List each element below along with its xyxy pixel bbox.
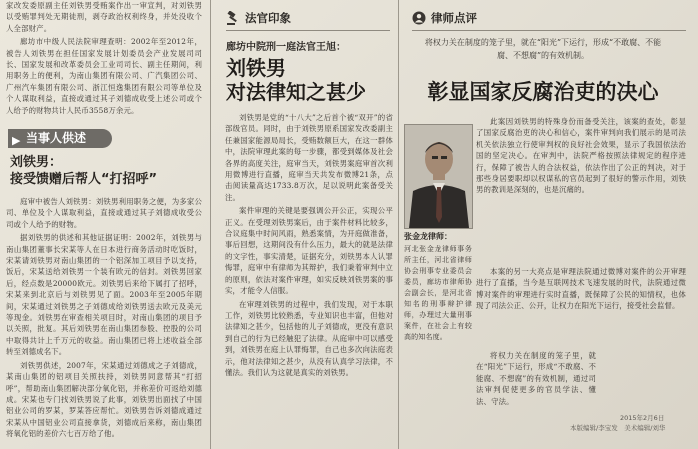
middle-paragraph-3: 在审理刘铁男的过程中，我们发现，对于本职工作，刘铁男比较熟悉，专业知识也丰富，但他对法律知之甚少，包括他的儿子刘德成，更没有意识到自己的行为已经触犯了法律。从庭审中可以感受到，刘铁男在庭上认罪悔罪，自己也多次向法庭表示，他对法律知之甚少，从没有认真学习法律，不懂法。我们认为这就是真实的刘铁男。 bbox=[225, 299, 393, 377]
section-label-judge: 法官印象 bbox=[245, 11, 291, 25]
middle-paragraph-2: 案件审理的关键是要强调公开公正，实现公平正义。在受理刘铁男案后，由于案件材料比较多，合议庭集中时间风雨，熟悉案情，为开庭做准备，事后回想，这期间没有什么压力，最大的就是法律的文字性，事实清楚，证据充分，刘铁男本人认罪悔罪，庭审中有律师为其辩护，我们秉着审判中立的原则，依法对案件审理，如实反映刘铁男案的事实，才能令人信服。 bbox=[225, 206, 393, 296]
right-paragraph-top-1: 此案因刘铁男的特殊身份而备受关注，该案的查处，彰显了国家反腐治吏的决心和信心，案件审判向我们展示的是司法机关依法独立行使审判权的良好社会效果，显示了我国依法治国的坚定决心。在审判中，法院严格按照法律规定的程序进行，保障了被告人的合法权益，依法作出了公正的判决，对于那些身居要职却以权谋私的官员起到了很好的警示作用，刘铁男的教训是深刻的，也是沉痛的。 bbox=[476, 117, 686, 195]
middle-kicker: 廊坊中院刑一庭法官王旭： bbox=[226, 42, 346, 53]
column-divider-right bbox=[398, 0, 399, 449]
right-paragraph-bottom-1: 将权力关在制度的笼子里，就在“阳光”下运行，形成“不敢腐、不能腐、不想腐”的有效机制，通过司法审判促使更多的官员学法、懂法、守法。 bbox=[476, 351, 596, 406]
section-header-judge bbox=[226, 10, 291, 26]
lawyer-quote: 将权力关在制度的笼子里，就在“阳光”下运行，形成“不敢腐、不能腐、不想腐”的有效机制。 bbox=[424, 38, 662, 60]
middle-paragraph-1: 刘铁男是党的“十八大”之后首个被“双开”的省部级官员。同时，由于刘铁男原系国家发改委副主任兼国家能源局局长，受贿数额巨大，在这一群体中，法院审理此案的每一步骤，都受到媒体及社会各界的高度关注，庭审当天，刘铁男案庭审首次利用微博进行直播，庭审当天共发布微博21条，点击阅读量高达1733.8万次，足以说明此案备受关注。 bbox=[225, 113, 393, 202]
right-body-mid bbox=[476, 266, 686, 348]
triangle-icon: ▶ bbox=[12, 134, 21, 147]
left-story-paragraph-2: 据刘铁男的供述和其他证据证明：2002年，刘铁男与南山集团董事长宋某等人在日本进行商务活动时吃饭时，宋某请刘铁男对南山集团的一个铝深加工项目予以支持，饭后，宋某送给刘铁男一个装有欧元的信封。刘铁男回家后，经点数是20000欧元。刘铁男后来给下属打了招呼，宋某来到北京后与刘铁男见了面。2003年至2005年期间，宋某通过刘铁男之子刘德成给刘铁男送去欧元及美元等现金。刘铁男在审查相关项目时，对南山集团的项目予以关照，批复。其后刘铁男在南山集团参股、控股的公司中取得共计上千万元的收益。南山集团已将上述收益全部转至刘德成名下。 bbox=[6, 233, 202, 357]
section-rule-judge bbox=[226, 30, 390, 31]
middle-headline-line-2: 对法律知之甚少 bbox=[226, 80, 366, 104]
right-body-top bbox=[476, 116, 686, 264]
right-headline: 彰显国家反腐治吏的决心 bbox=[427, 80, 659, 104]
lawyer-bio-text: 河北张金龙律师事务所主任，河北省律师协会刑事专业委员会委员，廊坊市律师协会副会长，是河北省知名的刑事辩护律师，办理过大量刑事案件，在社会上有较高的知名度。 bbox=[404, 245, 472, 341]
editor-credit: 本版编辑/李宝发 美术编辑/刘华 bbox=[570, 424, 666, 432]
lawyer-person-icon bbox=[412, 11, 426, 25]
middle-body bbox=[225, 112, 393, 449]
left-top-paragraph-2: 廊坊市中级人民法院审理查明：2002年至2012年，被告人刘铁男在担任国家发展计划委员会产业发展司司长、国家发展和改革委员会工业司司长、副主任期间，利用职务上的便利，为南山集团有限公司、广汽集团公司、广州汽车集团有限公司、浙江恒逸集团有限公司等单位及个人谋取利益，直接或通过其子刘德成收受上述公司或个人给予的财物共计人民币3558万余元。 bbox=[6, 37, 202, 115]
section-rule-lawyer bbox=[412, 30, 686, 31]
gavel-icon bbox=[226, 11, 240, 25]
middle-headline bbox=[226, 56, 396, 104]
left-story-paragraph-1: 庭审中被告人刘铁男：刘铁男利用职务之便，为多家公司、单位及个人谋取利益，直接或通过其子刘德成收受公司或个人给予的财物。 bbox=[6, 197, 202, 229]
section-label-lawyer: 律师点评 bbox=[431, 11, 477, 25]
lawyer-caption: 张金龙律师： bbox=[404, 232, 452, 241]
middle-headline-line-1: 刘铁男 bbox=[226, 56, 286, 80]
left-story-title-line-2: 接受馈赠后帮人“打招呼” bbox=[10, 172, 158, 187]
left-story-title bbox=[10, 154, 205, 188]
right-paragraph-mid-1: 本案的另一大亮点是审理法院通过微博对案件的公开审理进行了直播，当今是互联网技术飞速发展的时代，法院通过微博对案件的审理进行实时直播，既保障了公民的知情权，也体现了司法公正、公开，让权力在阳光下运行，接受社会监督。 bbox=[476, 267, 686, 311]
left-story-body bbox=[6, 196, 202, 449]
pill-label: 当事人供述 bbox=[26, 131, 87, 145]
lawyer-bio bbox=[404, 244, 472, 436]
section-pill-defendant-statement bbox=[8, 129, 112, 148]
left-top-paragraph-1: 家改发委原副主任刘铁男受贿案作出一审宣判，对刘铁男以受贿罪判处无期徒刑，剥夺政治权利终身，并处没收个人全部财产。 bbox=[6, 1, 202, 33]
lawyer-photo bbox=[404, 124, 473, 229]
left-top-article bbox=[6, 0, 202, 125]
column-divider-left bbox=[210, 0, 211, 449]
left-story-paragraph-3: 刘铁男供述，2007年，宋某通过刘德成之子刘德成，某南山集团的铝项目关照扶持，刘铁男同意帮其“打招呼”，帮助南山集团解决部分氧化铝，并称差价可返给刘德成。宋某也专门找刘铁男说了此事，刘铁男出面找了中国铝业公司的罗某，罗某答应帮忙。刘铁男告诉刘德成通过宋某从中国铝业公司直接拿货，刘德成后来称，南山集团将氧化铝的差价六七百万给了他。 bbox=[6, 360, 202, 439]
section-header-lawyer bbox=[412, 10, 477, 26]
left-story-title-line-1: 刘铁男： bbox=[10, 155, 63, 170]
lawyer-portrait-image bbox=[405, 125, 472, 228]
issue-date: 2015年2月6日 bbox=[620, 414, 665, 422]
